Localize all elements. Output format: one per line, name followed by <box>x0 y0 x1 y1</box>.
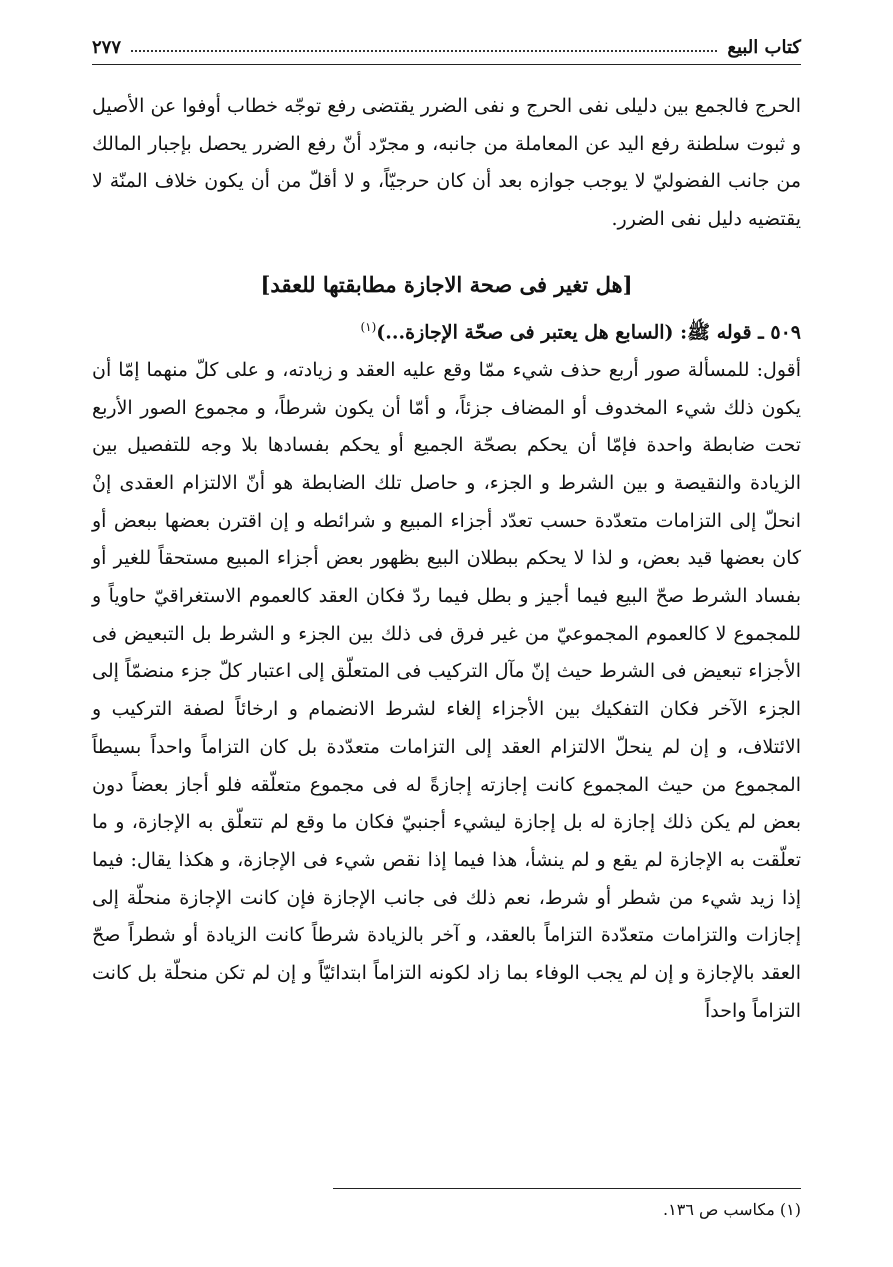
running-header <box>92 32 801 62</box>
dotted-leader <box>131 50 717 52</box>
footnote-rule <box>333 1188 801 1189</box>
page-number: ٢٧٧ <box>92 36 122 58</box>
sub-heading <box>92 309 801 352</box>
paragraph: أقول: للمسألة صور أربع حذف شيء ممّا وقع عليه العقد و زيادته، و على كلّ منهما إمّا أن يكون ذلك شيء المخدوف أو المضاف جزئاً، و أمّا أن يكون شرطاً، و مجموع الصور الأربع تحت ضابطة واحدة فإمّا أن يحكم بصحّة الجميع أو يحكم بفسادها بلا وجه للتفصيل بين الزيادة والنقيصة و بين الشرط و الجزء، و حاصل تلك الضابطة هو أنّ الالتزام العقدى إنْ انحلّ إلى التزامات متعدّدة حسب تعدّد أجزاء المبيع و شرائطه و إن اقترن بعضها ببعض أو كان بعضها قيد بعض، و لذا لا يحكم ببطلان البيع بظهور بعض أجزاء المبيع مستحقاً للغير أو بفساد الشرط صحّ البيع فيما أجيز و بطل فيما ردّ فكان العقد كالعموم الاستغراقيّ حاوياً و للمجموع لا كالعموم المجموعيّ من غير فرق فى ذلك بين الجزء و الشرط بل التبعيض فى الأجزاء تبعيض فى الشرط حيث إنّ مآل التركيب فى المتعلّق إلى اعتبار كلّ جزء منضمّاً إلى الجزء الآخر فكان التفكيك بين الأجزاء إلغاء لشرط الانضمام و ارخائاً لصفة التركيب و الائتلاف، و إن لم ينحلّ الالتزام العقد إلى التزامات متعدّدة بل كان التزاماً واحداً بسيطاً المجموع من حيث المجموع كانت إجازته إجازةً له فى مجموع متعلّقه فلو أجاز بعضاً دون بعض لم يكن ذلك إجازة له بل إجازة ليشيء أجنبيّ فكان ما وقع لم تتعلّق به الإجازة، و ما تعلّقت به الإجازة لم يقع و لم ينشأ، هذا فيما إذا نقص شيء فى الإجازة، و هكذا يقال: فيما إذا زيد شيء من شطر أو شرط، نعم ذلك فى جانب الإجازة فإن كانت الإجازة منحلّة إلى إجازات والتزامات متعدّدة التزاماً بالعقد، و آخر بالزيادة شرطاً كانت الزيادة أو شطراً صحّ العقد بالإجازة و إن لم يجب الوفاء بما زاد لكونه التزاماً ابتدائيّاً و إن لم تكن منحلّة بل كانت التزاماً واحداً <box>92 358 802 1022</box>
footnote: (١) مكاسب ص ١٣٦. <box>663 1200 801 1219</box>
paragraph: الحرج فالجمع بين دليلى نفى الحرج و نفى الضرر يقتضى رفع توجّه خطاب أوفوا عن الأصيل و ثبوت سلطنة رفع اليد عن المعاملة من جانبه، و مجرّد أنّ رفع الضرر يحصل بإجبار المالك من جانب الفضوليّ لا يوجب جوازه بعد أن كان حرجيّاً، و لا أقلّ من أن يكون خلاف المنّة لا يقتضيه دليل نفى الضرر. <box>92 95 801 231</box>
sub-heading-text: ٥٠٩ ـ قوله ﷺ: (السابع هل يعتبر فى صحّة الإجازة...) <box>376 321 801 344</box>
header-rule <box>92 64 801 65</box>
body-text <box>92 88 801 1031</box>
section-heading: [هل تغير فى صحة الاجازة مطابقتها للعقد] <box>260 271 633 297</box>
running-title: كتاب البيع <box>727 36 801 58</box>
footnote-ref: (١) <box>360 319 377 334</box>
